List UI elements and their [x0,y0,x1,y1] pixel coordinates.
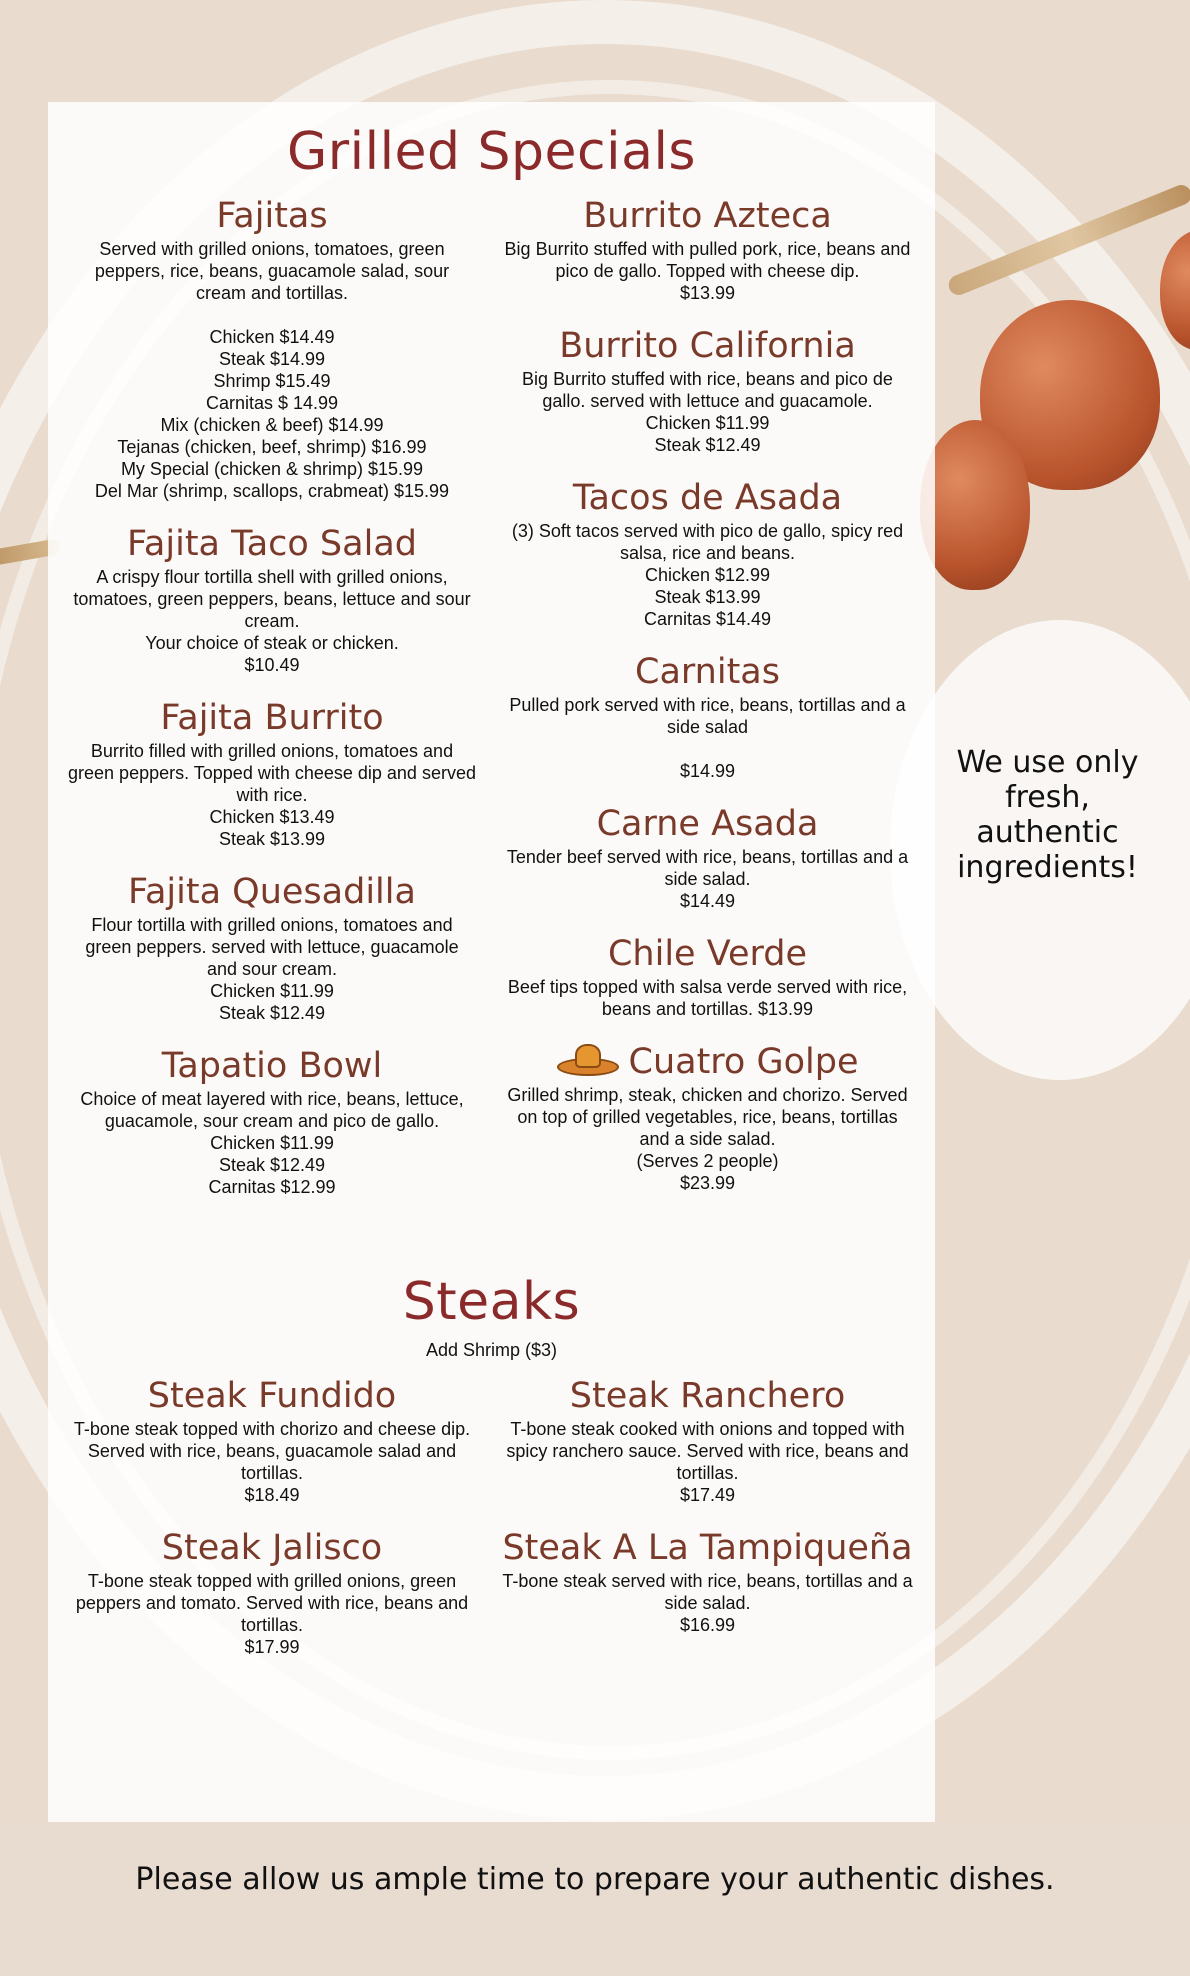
grilled-specials-heading: Grilled Specials [287,122,696,182]
menu-item-title-text: Carnitas [635,652,780,692]
menu-item-price-line: Steak $13.99 [218,829,326,849]
sombrero-icon [557,1048,615,1078]
menu-item-description: Beef tips topped with salsa verde served with rice, beans and tortillas. $13.99 [507,977,908,1019]
menu-item-description: Burrito filled with grilled onions, tomatoes and green peppers. Topped with cheese dip and served with rice. [68,741,476,805]
menu-item-price-line: Carnitas $ 14.99 [205,393,339,413]
grilled-left-column [68,194,476,1218]
menu-item-price-line: Shrimp $15.49 [213,371,331,391]
menu-item [500,1374,915,1506]
menu-item-title-text: Burrito Azteca [583,196,832,236]
menu-item-price-line: $17.99 [244,1637,300,1657]
menu-item-price-line: Your choice of steak or chicken. [145,633,399,653]
menu-item-description: Pulled pork served with rice, beans, tortillas and a side salad [509,695,906,737]
menu-item [500,1526,915,1636]
menu-item-price-line: Steak $13.99 [654,587,761,607]
menu-item-description: Tender beef served with rice, beans, tortillas and a side salad. [506,847,909,889]
menu-item-price-line: (Serves 2 people) [636,1151,779,1171]
menu-item-price-line: My Special (chicken & shrimp) $15.99 [120,459,424,479]
menu-item-price-line: Chicken $14.49 [209,327,335,347]
menu-item-title-text: Fajita Burrito [160,698,384,738]
menu-item-description: A crispy flour tortilla shell with grilled onions, tomatoes, green peppers, beans, lettuce and sour cream. [73,567,471,631]
clay-pot-icon [920,420,1030,590]
menu-item-title [68,1526,476,1570]
menu-item [68,870,476,1024]
menu-item-price-line: Tejanas (chicken, beef, shrimp) $16.99 [117,437,427,457]
menu-item-price-line: $16.99 [679,1615,736,1635]
menu-item-price-line: Carnitas $12.99 [208,1177,336,1197]
menu-item-title [500,802,915,846]
menu-item [68,194,476,502]
menu-item-title [68,194,476,238]
menu-item-price-line: Steak $14.99 [218,349,326,369]
menu-item-title [500,324,915,368]
menu-item-title-text: Tapatio Bowl [161,1046,383,1086]
menu-item-title-text: Steak A La Tampiqueña [502,1528,913,1568]
menu-item [500,194,915,304]
steaks-left-column [68,1374,476,1678]
menu-item-title-text: Chile Verde [607,934,807,974]
footer-message: Please allow us ample time to prepare your authentic dishes. [135,1862,1055,1897]
menu-item-title-text: Cuatro Golpe [628,1042,859,1082]
menu-item-description: Served with grilled onions, tomatoes, green peppers, rice, beans, guacamole salad, sour cream and tortillas. [94,239,450,303]
menu-item-description: Flour tortilla with grilled onions, tomatoes and green peppers. served with lettuce, guacamole and sour cream. [85,915,459,979]
steaks-add-shrimp-note: Add Shrimp ($3) [425,1340,558,1360]
footer-band [0,1822,1190,1976]
menu-item [68,1374,476,1506]
menu-item-price-line: Carnitas $14.49 [643,609,772,629]
menu-item-price-line: $17.49 [679,1485,736,1505]
menu-item [500,650,915,782]
menu-item-title [68,1044,476,1088]
menu-item-title-text: Tacos de Asada [572,478,843,518]
menu-item-description: T-bone steak cooked with onions and topped with spicy ranchero sauce. Served with rice, beans and tortillas. [506,1419,909,1483]
spacer [68,304,476,326]
spacer [500,738,915,760]
menu-item-title [68,870,476,914]
menu-item-price-line: Chicken $11.99 [210,1133,334,1153]
menu-item-price-line: $14.49 [679,891,736,911]
menu-item-title [68,696,476,740]
menu-item-title [500,476,915,520]
menu-item-description: Big Burrito stuffed with rice, beans and pico de gallo. served with lettuce and guacamole. [522,369,893,411]
menu-item-price-line: $10.49 [244,655,300,675]
menu-item-price-line: Chicken $11.99 [645,413,770,433]
menu-item-price-line: Mix (chicken & beef) $14.99 [160,415,384,435]
menu-item-title-text: Fajita Quesadilla [128,872,416,912]
menu-item [68,1526,476,1658]
menu-item-description: T-bone steak topped with grilled onions, green peppers and tomato. Served with rice, beans and tortillas. [75,1571,469,1635]
menu-item-title [500,932,915,976]
menu-item-description: T-bone steak served with rice, beans, tortillas and a side salad. [502,1571,913,1613]
menu-item-price-line: Steak $12.49 [218,1155,326,1175]
menu-item-description: Big Burrito stuffed with pulled pork, rice, beans and pico de gallo. Topped with cheese dip. [504,239,911,281]
menu-item [500,802,915,912]
menu-item-title [68,1374,476,1418]
menu-item-price-line: Chicken $11.99 [210,981,334,1001]
menu-item-title-text: Burrito California [559,326,856,366]
menu-item-title [500,1526,915,1570]
menu-item [68,522,476,676]
menu-item-title-text: Carne Asada [596,804,819,844]
menu-item-price-line: Chicken $12.99 [644,565,771,585]
menu-item-title [500,650,915,694]
menu-item-price-line: $13.99 [679,283,736,303]
menu-item [500,324,915,456]
menu-item-price-line: Del Mar (shrimp, scallops, crabmeat) $15.99 [94,481,450,501]
menu-item-title-text: Steak Jalisco [161,1528,383,1568]
steaks-right-column [500,1374,915,1656]
menu-item [68,696,476,850]
menu-item-price-line: $18.49 [244,1485,300,1505]
menu-item-description: Choice of meat layered with rice, beans, lettuce, guacamole, sour cream and pico de gallo. [80,1089,464,1131]
menu-item-title-text: Steak Ranchero [569,1376,846,1416]
grilled-right-column [500,194,915,1214]
menu-item-price-line: Steak $12.49 [654,435,761,455]
menu-item-price-line: $23.99 [679,1173,736,1193]
menu-item [500,1040,915,1194]
menu-item-title-text: Fajita Taco Salad [127,524,417,564]
menu-item-price-line: $14.99 [679,761,736,781]
menu-item-price-line: Chicken $13.49 [209,807,335,827]
menu-item-title-text: Steak Fundido [147,1376,397,1416]
menu-item [500,932,915,1020]
fresh-ingredients-note: We use only fresh, authentic ingredients! [956,745,1139,885]
menu-item-description: T-bone steak topped with chorizo and cheese dip. Served with rice, beans, guacamole salad and tortillas. [73,1419,471,1483]
steaks-heading: Steaks [402,1272,581,1332]
menu-item-description: Grilled shrimp, steak, chicken and chorizo. Served on top of grilled vegetables, rice, beans, tortillas and a side salad. [507,1085,908,1149]
menu-item-price-line: Steak $12.49 [218,1003,326,1023]
menu-item [68,1044,476,1198]
menu-item-title [500,194,915,238]
menu-item-title [500,1374,915,1418]
menu-item-title [68,522,476,566]
menu-item-description: (3) Soft tacos served with pico de gallo, spicy red salsa, rice and beans. [511,521,904,563]
menu-item [500,476,915,630]
menu-item-title-text: Fajitas [216,196,328,236]
menu-item-title [500,1040,915,1084]
